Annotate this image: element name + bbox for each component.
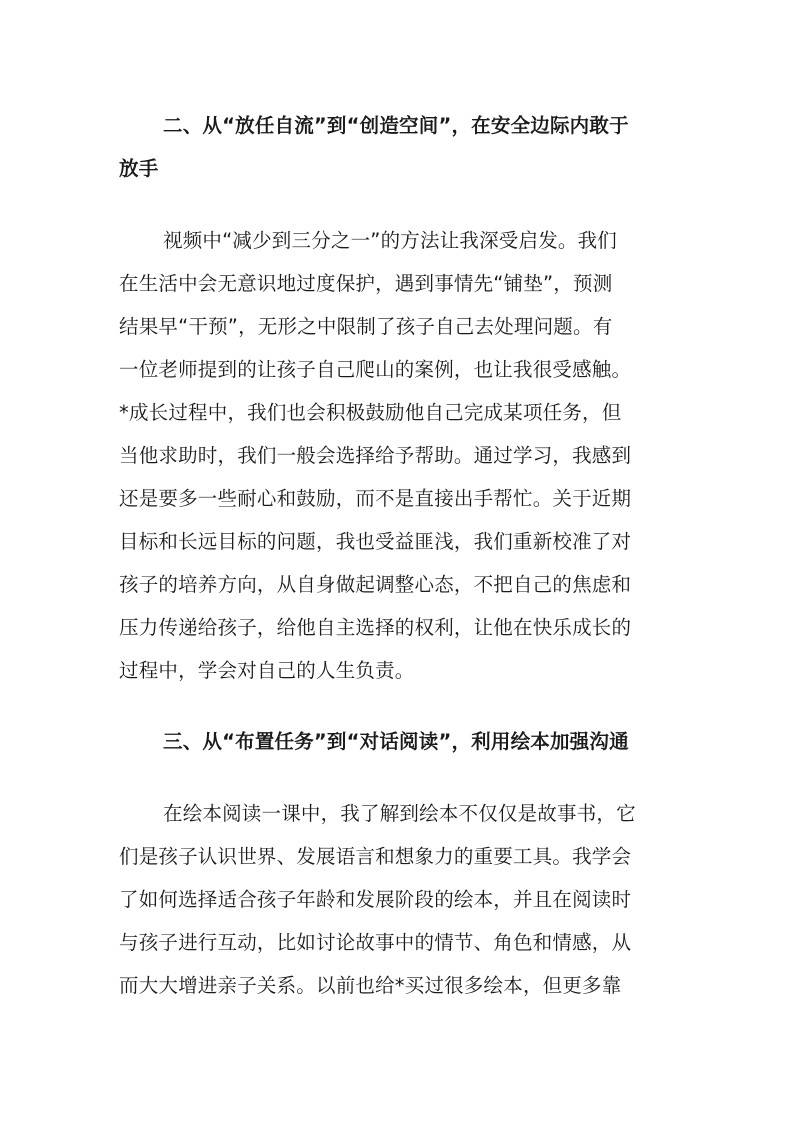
section2-paragraph-line: 结果早“干预”，无形之中限制了孩子自己去处理问题。有 — [119, 315, 613, 338]
section2-heading-line2: 放手 — [119, 157, 159, 180]
section2-paragraph-line: *成长过程中，我们也会积极鼓励他自己完成某项任务，但 — [119, 401, 622, 424]
section3-paragraph-line: 而大大增进亲子关系。以前也给*买过很多绘本，但更多靠 — [119, 974, 622, 997]
section2-heading-line1: 二、从“放任自流”到“创造空间”，在安全边际内敢于 — [163, 114, 629, 137]
section3-paragraph-line: 了如何选择适合孩子年龄和发展阶段的绘本，并且在阅读时 — [119, 888, 632, 911]
section3-paragraph-line: 在绘本阅读一课中，我了解到绘本不仅仅是故事书，它 — [163, 802, 636, 825]
section2-paragraph-line: 孩子的培养方向，从自身做起调整心态，不把自己的焦虑和 — [119, 573, 632, 596]
section2-paragraph-line: 在生活中会无意识地过度保护，遇到事情先“铺垫”，预测 — [119, 272, 613, 295]
section3-heading: 三、从“布置任务”到“对话阅读”，利用绘本加强沟通 — [163, 730, 629, 753]
section2-paragraph-line: 压力传递给孩子，给他自主选择的权利，让他在快乐成长的 — [119, 616, 632, 639]
section2-paragraph-line: 目标和长远目标的问题，我也受益匪浅，我们重新校准了对 — [119, 530, 632, 553]
section2-paragraph-line: 视频中“减少到三分之一”的方法让我深受启发。我们 — [163, 229, 618, 252]
section2-paragraph-line: 当他求助时，我们一般会选择给予帮助。通过学习，我感到 — [119, 444, 632, 467]
section2-paragraph-line: 过程中，学会对自己的人生负责。 — [119, 659, 415, 682]
section2-paragraph-line: 还是要多一些耐心和鼓励，而不是直接出手帮忙。关于近期 — [119, 487, 632, 510]
section2-paragraph-line: 一位老师提到的让孩子自己爬山的案例，也让我很受感触。 — [119, 358, 632, 381]
section3-paragraph-line: 们是孩子认识世界、发展语言和想象力的重要工具。我学会 — [119, 845, 632, 868]
section3-paragraph-line: 与孩子进行互动，比如讨论故事中的情节、角色和情感，从 — [119, 931, 632, 954]
